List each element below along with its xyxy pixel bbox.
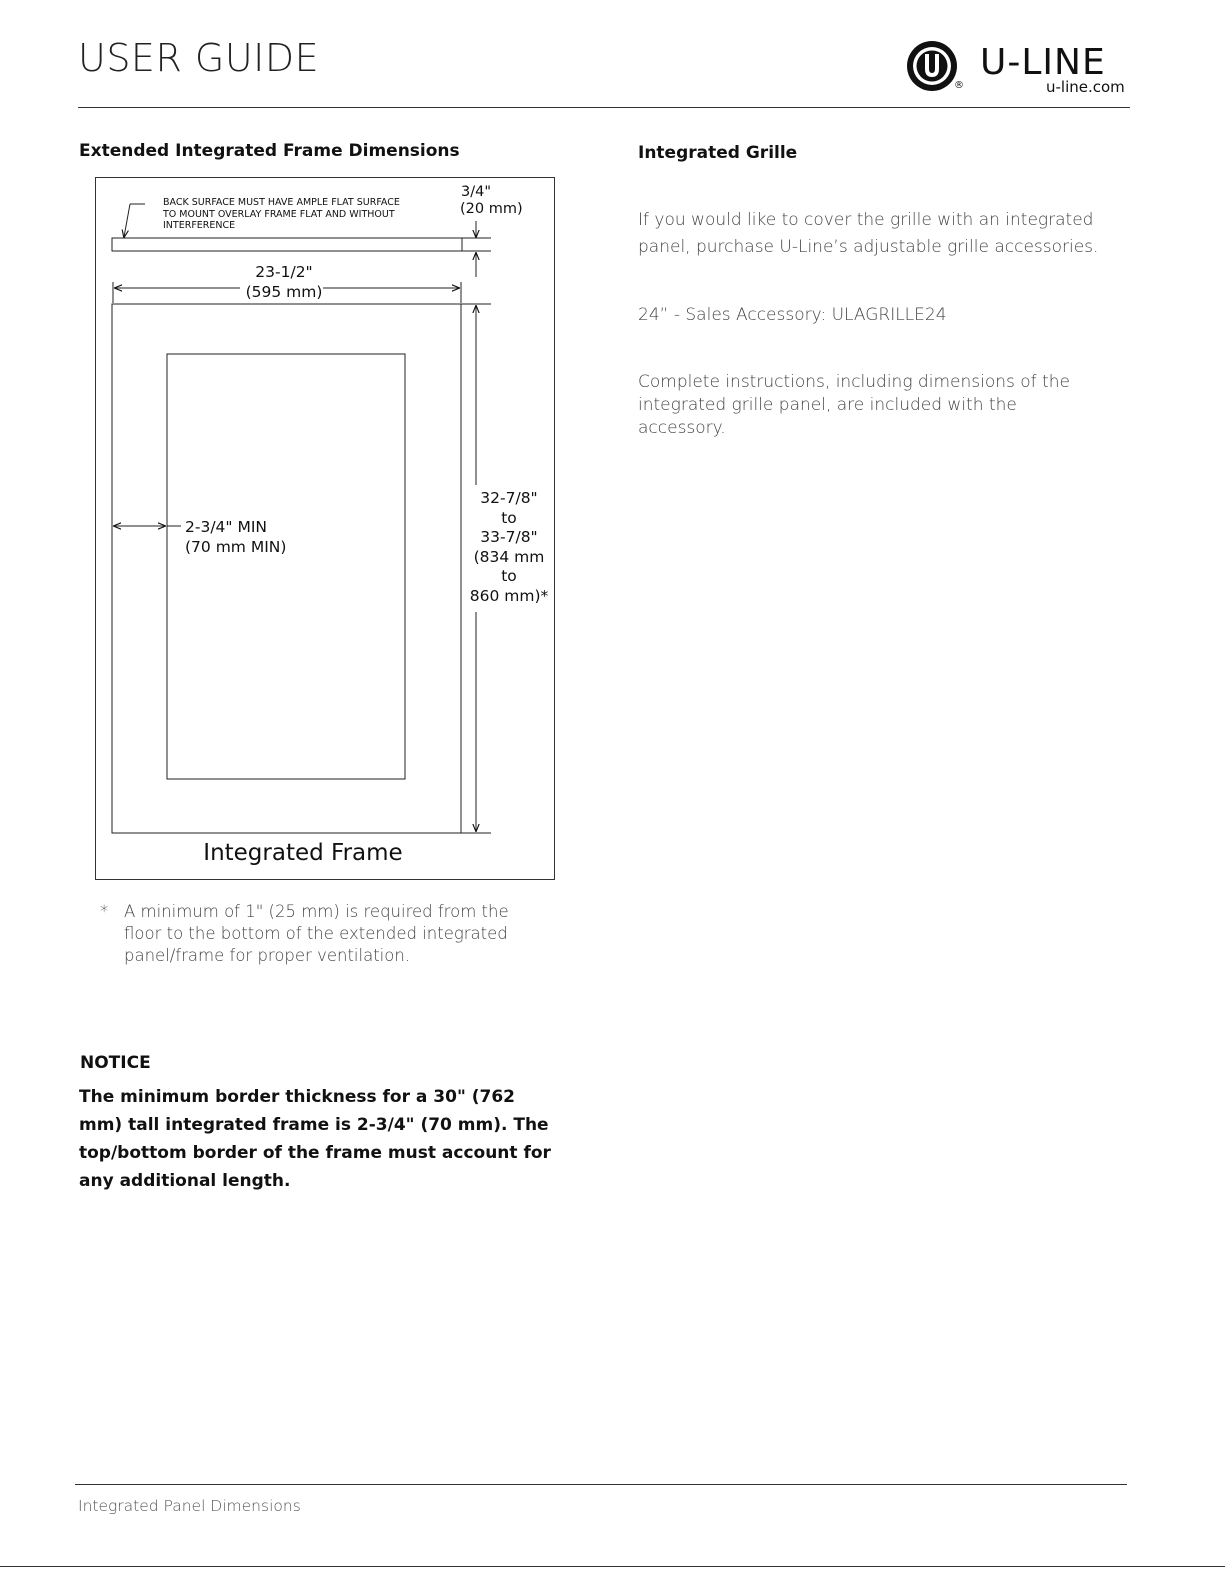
section-heading-integrated-grille: Integrated Grille [638, 143, 798, 163]
footer-divider [75, 1484, 1127, 1485]
grille-intro-paragraph: If you would like to cover the grille with an integrated panel, purchase U-Line’s adjustable grille accessories. [638, 210, 1099, 257]
footnote-text: A minimum of 1" (25 mm) is required from the floor to the bottom of the extended integrated panel/frame for proper ventilation. [124, 902, 509, 965]
registered-mark: ® [954, 80, 964, 91]
page-title: USER GUIDE [78, 36, 320, 80]
frame-diagram [95, 177, 555, 880]
height-line: to [501, 508, 517, 527]
logo-wordmark: U-LINE [980, 42, 1106, 83]
back-surface-note-line: INTERFERENCE [163, 220, 236, 231]
height-line: (834 mm [473, 547, 545, 566]
depth-dimension-label [460, 184, 523, 218]
width-inches: 23-1/2" [255, 263, 313, 281]
footnote-star: * [100, 902, 109, 921]
width-mm: (595 mm) [245, 283, 323, 301]
depth-mm: (20 mm) [460, 201, 523, 217]
notice-heading: NOTICE [80, 1053, 151, 1073]
border-dimension-label [185, 517, 286, 557]
border-inches: 2-3/4" MIN [185, 518, 267, 536]
width-dimension-label [224, 262, 344, 302]
sales-accessory-line: 24” - Sales Accessory: ULAGRILLE24 [638, 305, 947, 325]
u-line-logo-icon [905, 39, 959, 93]
instructions-paragraph: Complete instructions, including dimensions of the integrated grille panel, are included with the accessory. [638, 372, 1070, 438]
back-surface-note-line: BACK SURFACE MUST HAVE AMPLE FLAT SURFACE [163, 197, 400, 208]
back-surface-note-line: TO MOUNT OVERLAY FRAME FLAT AND WITHOUT [163, 208, 395, 220]
page-bottom-rule [0, 1566, 1225, 1567]
height-line: to [501, 567, 517, 585]
depth-inches: 3/4" [461, 184, 492, 200]
diagram-caption: Integrated Frame [203, 840, 403, 866]
height-line: 32-7/8" [480, 489, 538, 507]
header-divider [78, 107, 1130, 108]
back-surface-note [163, 197, 400, 232]
logo-url: u-line.com [1046, 78, 1125, 96]
height-line: 860 mm)* [469, 586, 549, 605]
footer-section-label: Integrated Panel Dimensions [78, 1497, 301, 1515]
height-dimension-label [462, 489, 556, 606]
section-heading-frame-dimensions: Extended Integrated Frame Dimensions [79, 141, 460, 161]
notice-body: The minimum border thickness for a 30" (762 mm) tall integrated frame is 2-3/4" (70 mm). The top/bottom border of the frame must account for any additional length. [79, 1087, 551, 1191]
border-mm: (70 mm MIN) [185, 538, 287, 556]
height-line: 33-7/8" [480, 528, 538, 546]
